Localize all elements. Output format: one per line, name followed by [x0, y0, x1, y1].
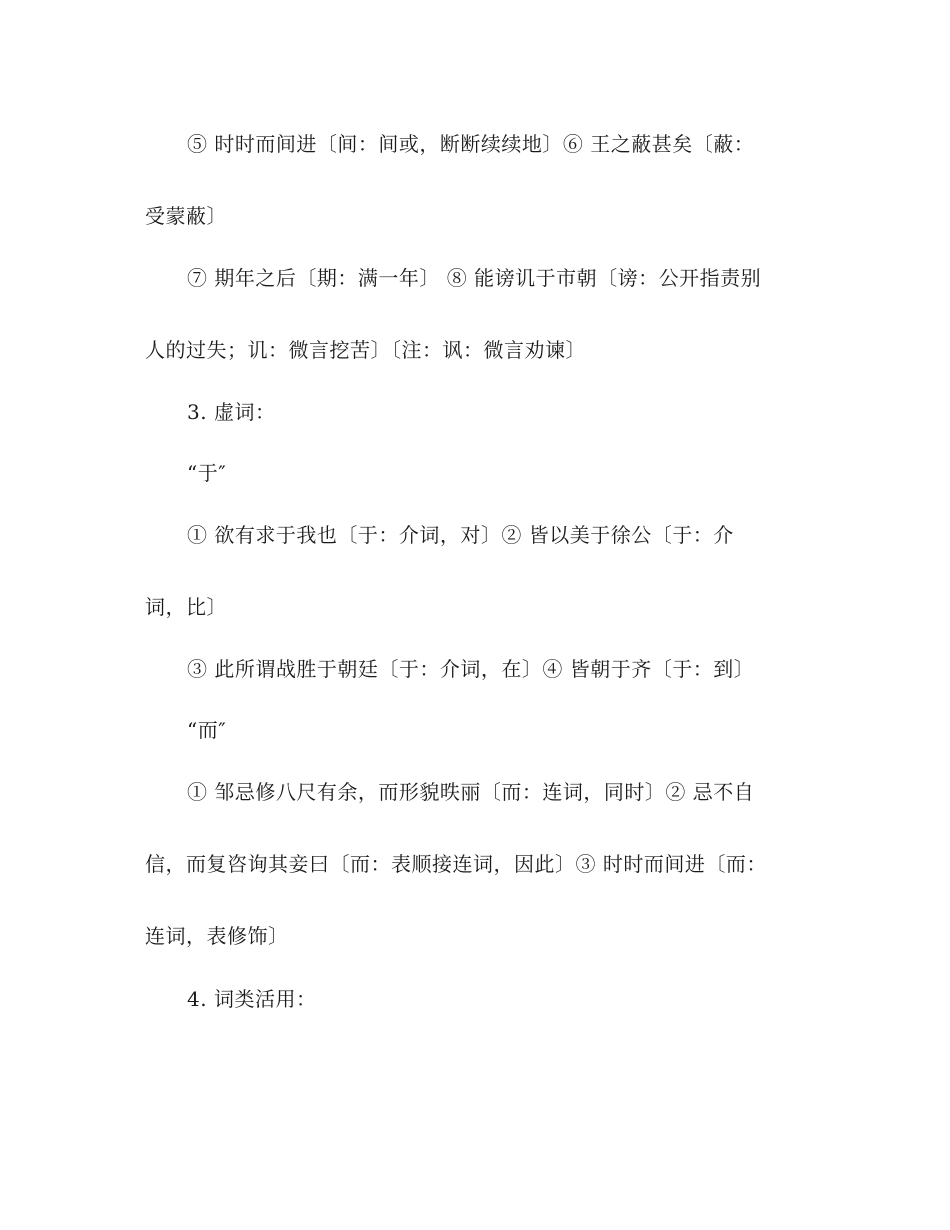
section-heading: 4. 词类活用：: [187, 987, 317, 1011]
text-line: 人的过失；讥：微言挖苦〕〔注：讽：微言劝谏〕: [145, 338, 586, 362]
text-line: ① 邹忌修八尺有余，而形貌昳丽〔而：连词，同时〕② 忌不自: [187, 780, 755, 804]
section-heading: 3. 虚词：: [187, 400, 276, 424]
text-line: 信，而复咨询其妾曰〔而：表顺接连词，因此〕③ 时时而间进〔而：: [145, 852, 767, 876]
text-line: 连词，表修饰〕: [145, 924, 289, 948]
subsection-heading: “而″: [187, 718, 227, 742]
text-line: 词，比〕: [145, 595, 227, 619]
text-line: ⑤ 时时而间进〔间：间或，断断续续地〕⑥ 王之蔽甚矣〔蔽：: [187, 132, 755, 156]
subsection-heading: “于″: [187, 461, 227, 485]
text-line: 受蒙蔽〕: [145, 204, 227, 228]
text-line: ① 欲有求于我也〔于：介词，对〕② 皆以美于徐公〔于：介: [187, 523, 734, 547]
text-line: ③ 此所谓战胜于朝廷〔于：介词，在〕④ 皆朝于齐〔于：到〕: [187, 657, 755, 681]
text-line: ⑦ 期年之后〔期：满一年〕 ⑧ 能谤讥于市朝〔谤：公开指责别: [187, 266, 762, 290]
